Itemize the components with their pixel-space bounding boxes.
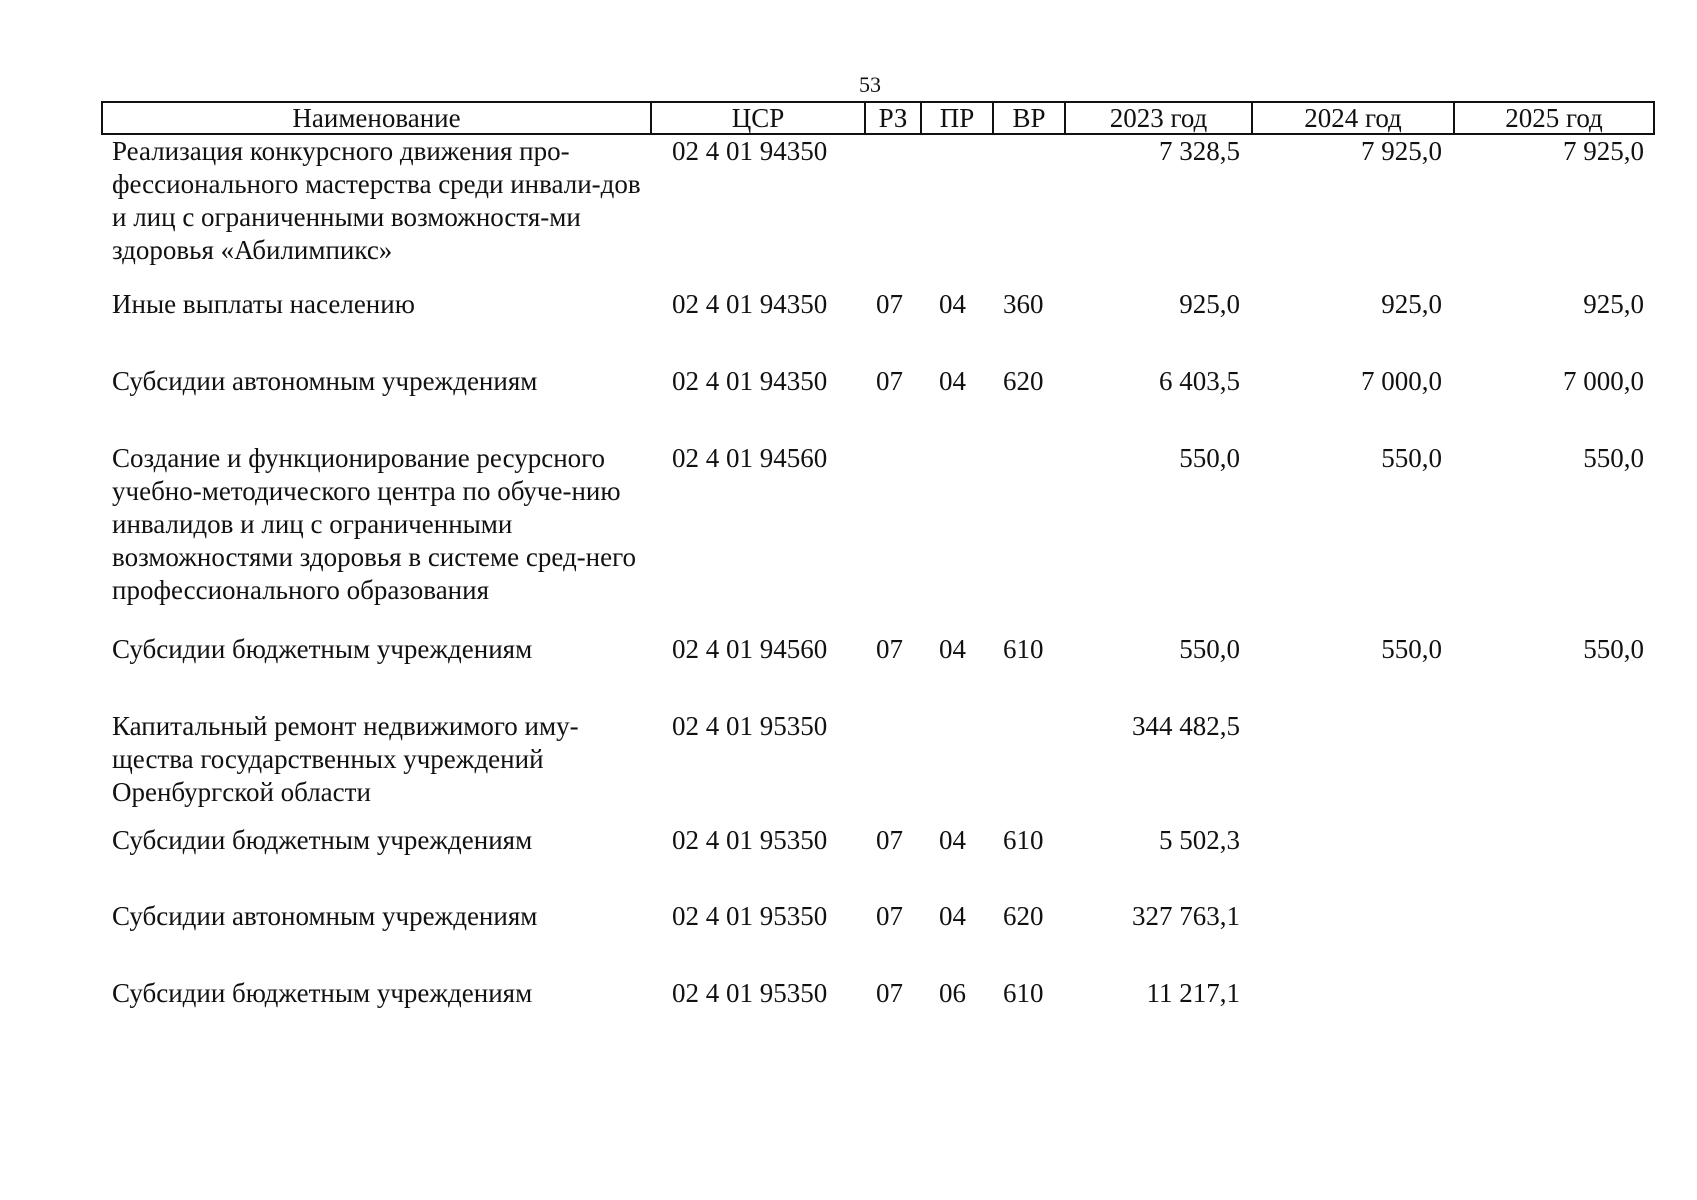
row-2024	[1252, 977, 1454, 1017]
header-2023: 2023 год	[1065, 102, 1252, 134]
row-name: Субсидии автономным учреждениям	[112, 901, 538, 931]
table-row	[102, 633, 1654, 710]
row-2024: 550,0	[1381, 443, 1442, 473]
row-name: Субсидии бюджетным учреждениям	[112, 978, 533, 1008]
row-2024: 7 925,0	[1361, 136, 1442, 166]
row-vr: 620	[1003, 366, 1044, 396]
row-name: Субсидии автономным учреждениям	[112, 366, 538, 396]
row-csr: 02 4 01 94560	[672, 634, 828, 664]
row-2023: 550,0	[1179, 443, 1240, 473]
row-vr: 620	[1003, 901, 1044, 931]
row-2023: 5 502,3	[1159, 825, 1240, 855]
row-csr: 02 4 01 94350	[672, 289, 828, 319]
row-rz: 07	[876, 366, 903, 396]
row-name: Субсидии бюджетным учреждениям	[112, 825, 533, 855]
table-row	[102, 134, 1654, 288]
row-csr: 02 4 01 95350	[672, 711, 828, 741]
row-2023: 327 763,1	[1132, 901, 1240, 931]
header-vr: ВР	[993, 102, 1065, 134]
row-vr	[993, 134, 1065, 288]
row-2023: 6 403,5	[1159, 366, 1240, 396]
row-csr: 02 4 01 94350	[672, 136, 828, 166]
table-row	[102, 900, 1654, 977]
row-vr: 610	[1003, 978, 1044, 1008]
row-2025	[1454, 977, 1654, 1017]
row-pr: 04	[939, 289, 966, 319]
row-2025	[1454, 824, 1654, 900]
row-2024: 7 000,0	[1361, 366, 1442, 396]
row-2025: 7 925,0	[1563, 136, 1644, 166]
row-2024: 550,0	[1381, 634, 1442, 664]
row-csr: 02 4 01 95350	[672, 901, 828, 931]
header-2024: 2024 год	[1252, 102, 1454, 134]
row-rz	[865, 134, 921, 288]
row-2024	[1252, 824, 1454, 900]
row-vr: 360	[1003, 289, 1044, 319]
row-pr	[921, 710, 993, 824]
row-rz	[865, 710, 921, 824]
row-csr: 02 4 01 94350	[672, 366, 828, 396]
row-2024: 925,0	[1381, 289, 1442, 319]
budget-table	[101, 101, 1655, 1017]
row-2023: 550,0	[1179, 634, 1240, 664]
row-2023: 7 328,5	[1159, 136, 1240, 166]
row-csr: 02 4 01 95350	[672, 978, 828, 1008]
row-2024	[1252, 710, 1454, 824]
row-2023: 925,0	[1179, 289, 1240, 319]
table-row	[102, 710, 1654, 824]
table-header-row	[102, 102, 1654, 134]
header-rz: РЗ	[865, 102, 921, 134]
row-rz: 07	[876, 825, 903, 855]
page-number: 53	[859, 72, 881, 97]
row-pr: 04	[939, 366, 966, 396]
header-pr: ПР	[921, 102, 993, 134]
row-2023: 344 482,5	[1132, 711, 1240, 741]
row-name: Иные выплаты населению	[112, 289, 415, 319]
header-csr: ЦСР	[651, 102, 865, 134]
row-2025	[1454, 710, 1654, 824]
table-row	[102, 442, 1654, 633]
row-2025: 550,0	[1583, 634, 1644, 664]
row-rz: 07	[876, 901, 903, 931]
row-2025: 550,0	[1583, 443, 1644, 473]
header-2025: 2025 год	[1454, 102, 1654, 134]
row-vr	[993, 442, 1065, 633]
row-rz	[865, 442, 921, 633]
row-name: Субсидии бюджетным учреждениям	[112, 634, 533, 664]
row-name: Реализация конкурсного движения про-фессионального мастерства среди инвали-дов и лиц с ограниченными возможностя-ми здоровья «Абилимпикс»	[112, 136, 641, 265]
row-pr: 04	[939, 634, 966, 664]
row-2025: 925,0	[1583, 289, 1644, 319]
row-pr	[921, 134, 993, 288]
row-vr: 610	[1003, 634, 1044, 664]
table-row	[102, 824, 1654, 900]
table-row	[102, 365, 1654, 442]
table-row	[102, 288, 1654, 365]
row-pr: 04	[939, 901, 966, 931]
header-name: Наименование	[102, 102, 651, 134]
row-2025: 7 000,0	[1563, 366, 1644, 396]
row-rz: 07	[876, 634, 903, 664]
row-pr: 06	[939, 978, 966, 1008]
row-name: Капитальный ремонт недвижимого иму-щества государственных учреждений Оренбургской области	[112, 711, 579, 807]
row-rz: 07	[876, 289, 903, 319]
row-name: Создание и функционирование ресурсного учебно-методического центра по обуче-нию инвалидов и лиц с ограниченными возможностями здоровья в системе сред-него профессионального образования	[112, 443, 637, 605]
row-pr: 04	[939, 825, 966, 855]
row-2025	[1454, 900, 1654, 977]
row-2023: 11 217,1	[1146, 978, 1240, 1008]
row-csr: 02 4 01 94560	[672, 443, 828, 473]
row-csr: 02 4 01 95350	[672, 825, 828, 855]
row-vr: 610	[1003, 825, 1044, 855]
row-2024	[1252, 900, 1454, 977]
table-row	[102, 977, 1654, 1017]
row-pr	[921, 442, 993, 633]
row-vr	[993, 710, 1065, 824]
row-rz: 07	[876, 978, 903, 1008]
